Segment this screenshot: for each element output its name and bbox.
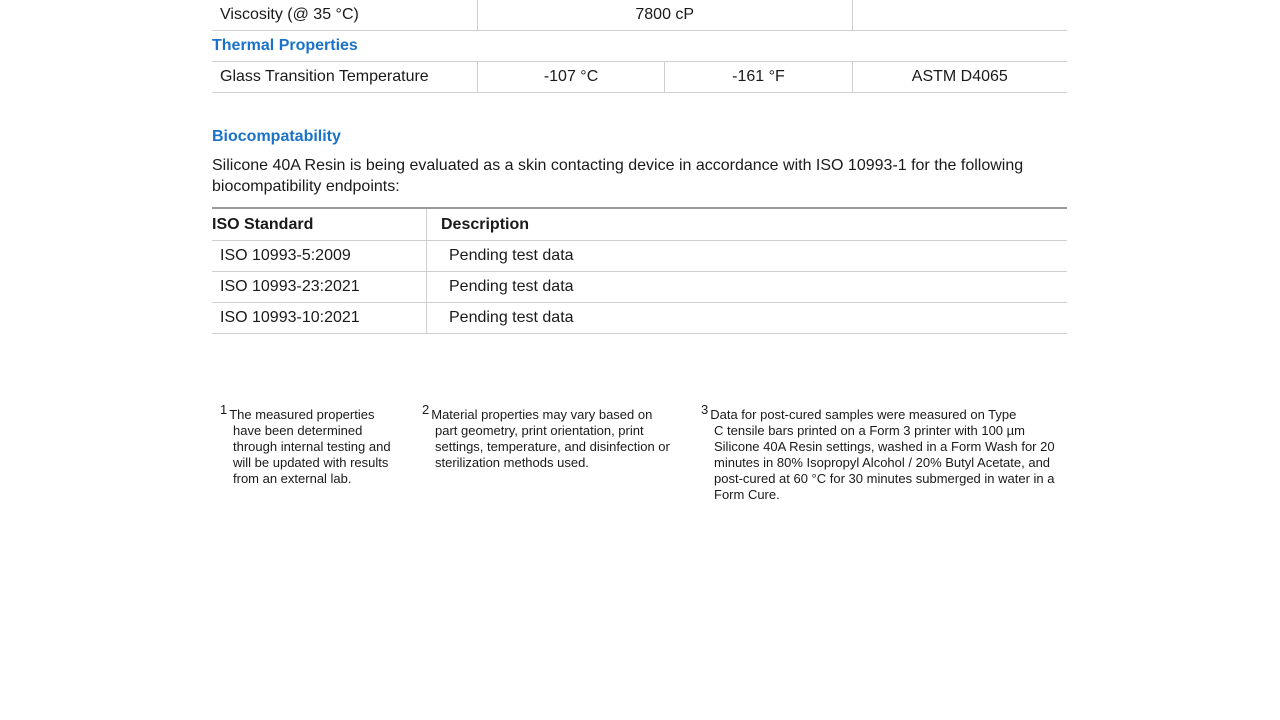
footnote-first-line: The measured properties — [229, 407, 375, 422]
iso-table-header — [212, 208, 1067, 241]
section-heading-thermal: Thermal Properties — [212, 31, 1067, 62]
description-cell: Pending test data — [427, 241, 1068, 272]
glass-transition-row — [212, 62, 1067, 93]
description-cell: Pending test data — [427, 303, 1068, 334]
column-header-iso-standard: ISO Standard — [212, 208, 427, 241]
iso-standard-cell: ISO 10993-10:2021 — [212, 303, 427, 334]
footnote-first-line: Material properties may vary based on — [431, 407, 653, 422]
iso-standard-cell: ISO 10993-23:2021 — [212, 272, 427, 303]
property-name: Glass Transition Temperature — [212, 62, 477, 93]
footnote-number: 3 — [701, 402, 709, 417]
footnote-first-line: Data for post-cured samples were measured on Type — [710, 407, 1017, 422]
table-row — [212, 272, 1067, 303]
property-value: 7800 cP — [477, 0, 852, 31]
section-row — [212, 31, 1067, 62]
property-method — [852, 0, 1067, 31]
property-imperial-value: -161 °F — [665, 62, 852, 93]
footnote-number: 1 — [220, 402, 228, 417]
column-header-description: Description — [427, 208, 1068, 241]
table-row — [212, 303, 1067, 334]
property-method: ASTM D4065 — [852, 62, 1067, 93]
footnote-number: 2 — [422, 402, 430, 417]
datasheet-page — [212, 0, 1067, 502]
property-name: Viscosity (@ 35 °C) — [212, 0, 477, 31]
footnote-3 — [701, 402, 1067, 503]
biocompatibility-heading: Biocompatability — [212, 128, 341, 145]
table-row — [212, 241, 1067, 272]
iso-table — [212, 207, 1067, 334]
footnote-text: have been determined through internal testing and will be updated with results from an external lab. — [233, 423, 391, 486]
description-cell: Pending test data — [427, 272, 1068, 303]
biocompatibility-text: Silicone 40A Resin is being evaluated as a skin contacting device in accordance with ISO 10993-1 for the following biocompatibility endpoints: — [212, 157, 1024, 195]
viscosity-row — [212, 0, 1067, 31]
footnote-text: C tensile bars printed on a Form 3 printer with 100 µm Silicone 40A Resin settings, washed in a Form Wash for 20 minutes in 80% Isopropyl Alcohol / 20% Butyl Acetate, and post-cured at 60 °C for 30 minutes submerged in water in a Form Cure. — [714, 423, 1055, 502]
property-metric-value: -107 °C — [477, 62, 664, 93]
iso-standard-cell: ISO 10993-5:2009 — [212, 241, 427, 272]
footnote-1 — [220, 402, 410, 487]
footnote-2 — [422, 402, 692, 471]
footnote-text: part geometry, print orientation, print settings, temperature, and disinfection or sterilization methods used. — [435, 423, 670, 470]
properties-table — [212, 0, 1067, 93]
